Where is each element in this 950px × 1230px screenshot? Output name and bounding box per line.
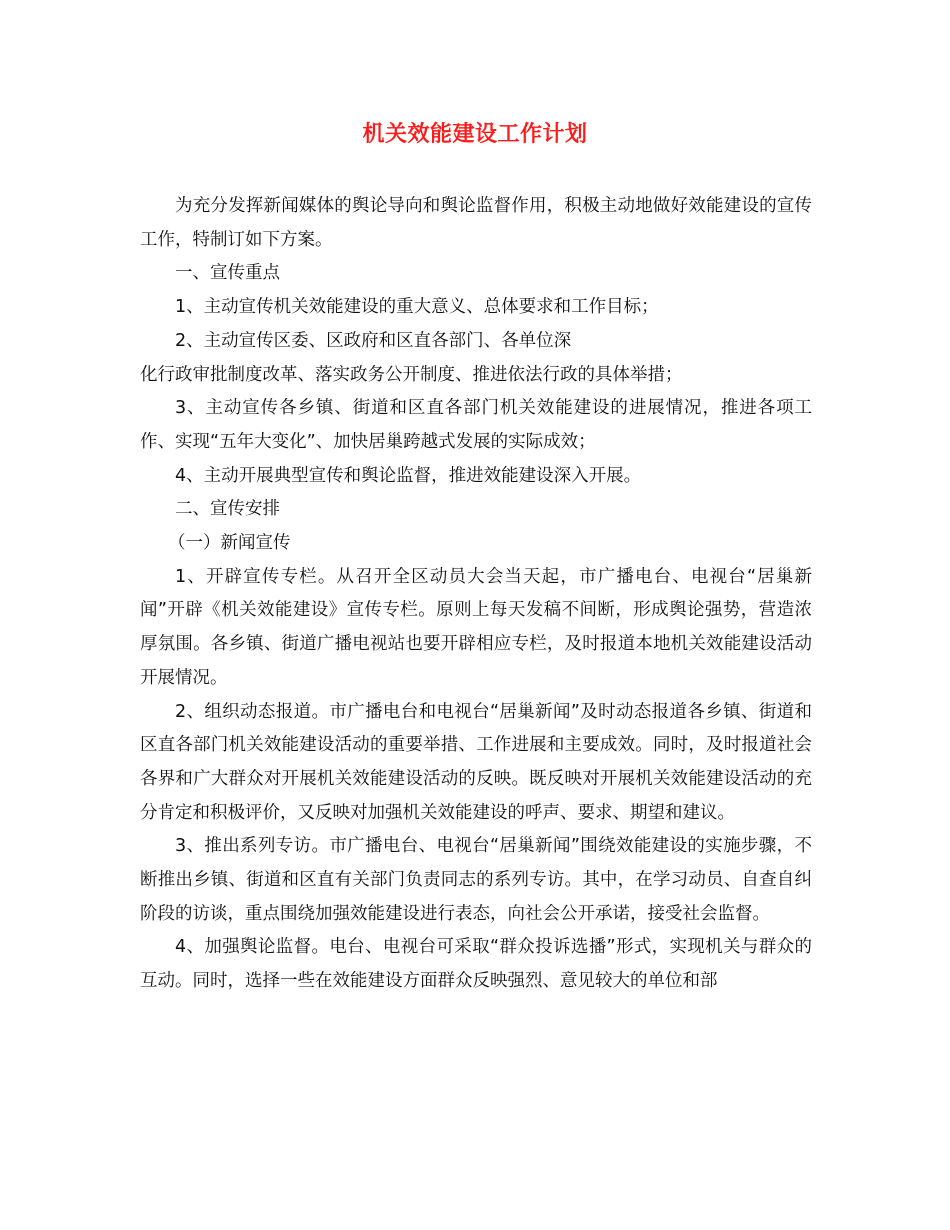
subsection-heading: （一）新闻宣传 [168, 533, 291, 554]
body-paragraph: 1、主动宣传机关效能建设的重大意义、总体要求和工作目标； [175, 297, 659, 318]
body-paragraph: 4、主动开展典型宣传和舆论监督，推进效能建设深入开展。 [175, 465, 642, 486]
body-paragraph: 为充分发挥新闻媒体的舆论导向和舆论监督作用，积极主动地做好效能建设的宣传工作，特制订如下方案。 [140, 196, 812, 250]
body-paragraph: 1、开辟宣传专栏。从召开全区动员大会当天起，市广播电台、电视台“居巢新闻”开辟《机关效能建设》宣传专栏。原则上每天发稿不间断，形成舆论强势，营造浓厚氛围。各乡镇、街道广播电视站也要开辟相应专栏，及时报道本地机关效能建设活动开展情况。 [140, 566, 812, 688]
section-heading: 一、宣传重点 [175, 263, 280, 284]
document-body [140, 190, 812, 999]
body-paragraph: 4、加强舆论监督。电台、电视台可采取“群众投诉选播”形式，实现机关与群众的互动。同时，选择一些在效能建设方面群众反映强烈、意见较大的单位和部 [140, 937, 812, 992]
body-paragraph: 2、主动宣传区委、区政府和区直各部门、各单位深 [175, 330, 572, 351]
section-heading: 二、宣传安排 [175, 499, 280, 520]
body-paragraph: 3、主动宣传各乡镇、街道和区直各部门机关效能建设的进展情况，推进各项工作、实现“五年大变化”、加快居巢跨越式发展的实际成效； [140, 398, 812, 452]
body-paragraph: 化行政审批制度改革、落实政务公开制度、推进依法行政的具体举措； [140, 364, 683, 385]
body-paragraph: 3、推出系列专访。市广播电台、电视台“居巢新闻”围绕效能建设的实施步骤，不断推出乡镇、街道和区直有关部门负责同志的系列专访。其中，在学习动员、自查自纠阶段的访谈，重点围绕加强效能建设进行表态，向社会公开承诺，接受社会监督。 [140, 836, 812, 924]
body-paragraph: 2、组织动态报道。市广播电台和电视台“居巢新闻”及时动态报道各乡镇、街道和区直各部门机关效能建设活动的重要举措、工作进展和主要成效。同时，及时报道社会各界和广大群众对开展机关效能建设活动的反映。既反映对开展机关效能建设活动的充分肯定和积极评价，又反映对加强机关效能建设的呼声、要求、期望和建议。 [140, 701, 812, 823]
document-title: 机关效能建设工作计划 [362, 122, 588, 147]
